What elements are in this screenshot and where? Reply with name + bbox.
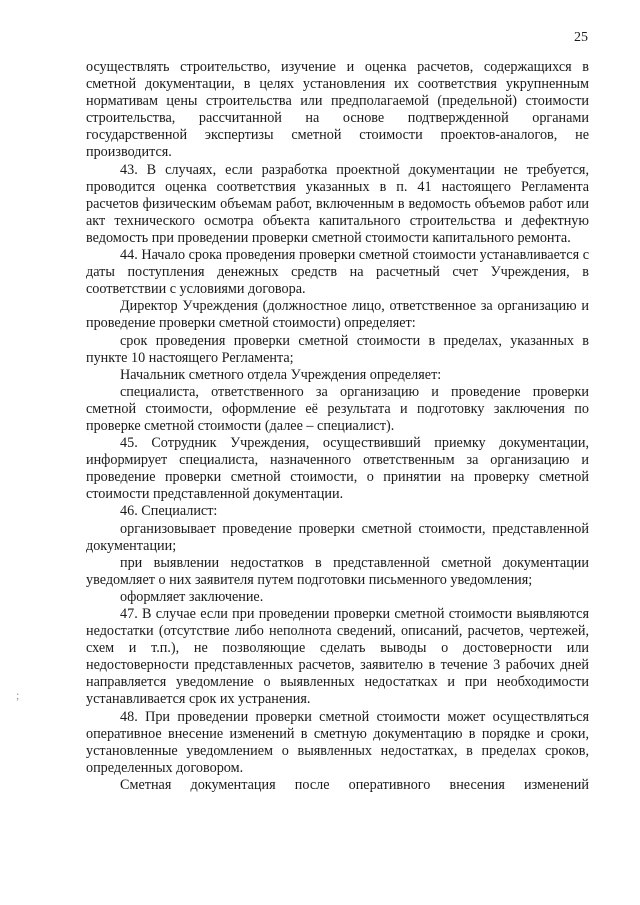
paragraph-notifies: при выявлении недостатков в представленной сметной документации уведомляет о них заявителя путем подготовки письменного уведомления; (86, 554, 589, 588)
paragraph-45: 45. Сотрудник Учреждения, осуществивший приемку документации, информирует специалиста, назначенного ответственным за организацию и проведение проверки сметной стоимости, о принятии на проверку сметной стоимости представленной документации. (86, 435, 589, 503)
paragraph-review-term: срок проведения проверки сметной стоимости в пределах, указанных в пункте 10 настоящего Регламента; (86, 332, 589, 366)
paragraph-44: 44. Начало срока проведения проверки сметной стоимости устанавливается с даты поступления денежных средств на расчетный счет Учреждения, в соответствии с условиями договора. (86, 247, 589, 298)
document-body (86, 59, 589, 794)
paragraph-final: Сметная документация после оперативного внесения изменений (120, 776, 589, 793)
paragraph-48: 48. При проведении проверки сметной стоимости может осуществляться оперативное внесение изменений в сметную документацию в порядке и сроки, установленные уведомлением о выявленных недостатках, в пределах сроков, определенных договором. (86, 708, 589, 776)
paragraph-43: 43. В случаях, если разработка проектной документации не требуется, проводится оценка соответствия указанных в п. 41 настоящего Регламента расчетов физическим объемам работ, включенным в ведомость объемов работ или акт технического осмотра объекта капитального строительства и дефектную ведомость при проведении проверки сметной стоимости капитального ремонта. (86, 161, 589, 246)
paragraph-47: 47. В случае если при проведении проверки сметной стоимости выявляются недостатки (отсутствие либо неполнота сведений, описаний, расчетов, чертежей, схем и т.п.), не позволяющие сделать выводы о достоверности или недостоверности представленных расчетов, заявителю в течение 3 рабочих дней направляется уведомление о выявленных недостатках и при необходимости устанавливается срок их устранения. (86, 606, 589, 708)
paragraph-director: Директор Учреждения (должностное лицо, ответственное за организацию и проведение проверки сметной стоимости) определяет: (86, 298, 589, 332)
paragraph-46: 46. Специалист: (120, 503, 218, 520)
paragraph-specialist-definition: специалиста, ответственного за организацию и проведение проверки сметной стоимости, оформление её результата и подготовку заключения по проверке сметной стоимости (далее – специалист). (86, 383, 589, 434)
paragraph-organizes: организовывает проведение проверки сметной стоимости, представленной документации; (86, 520, 589, 554)
page-number: 25 (574, 30, 588, 45)
margin-mark: ; (16, 688, 20, 702)
paragraph-department-head: Начальник сметного отдела Учреждения определяет: (120, 366, 442, 383)
paragraph-continuation: осуществлять строительство, изучение и оценка расчетов, содержащихся в сметной документации, в целях установления их соответствия укрупненным нормативам цены строительства или предполагаемой (предельной) стоимости строительства, рассчитанной на основе подтвержденной органами государственной экспертизы сметной стоимости проектов-аналогов, не производится. (86, 59, 589, 161)
paragraph-conclusion: оформляет заключение. (120, 588, 264, 605)
